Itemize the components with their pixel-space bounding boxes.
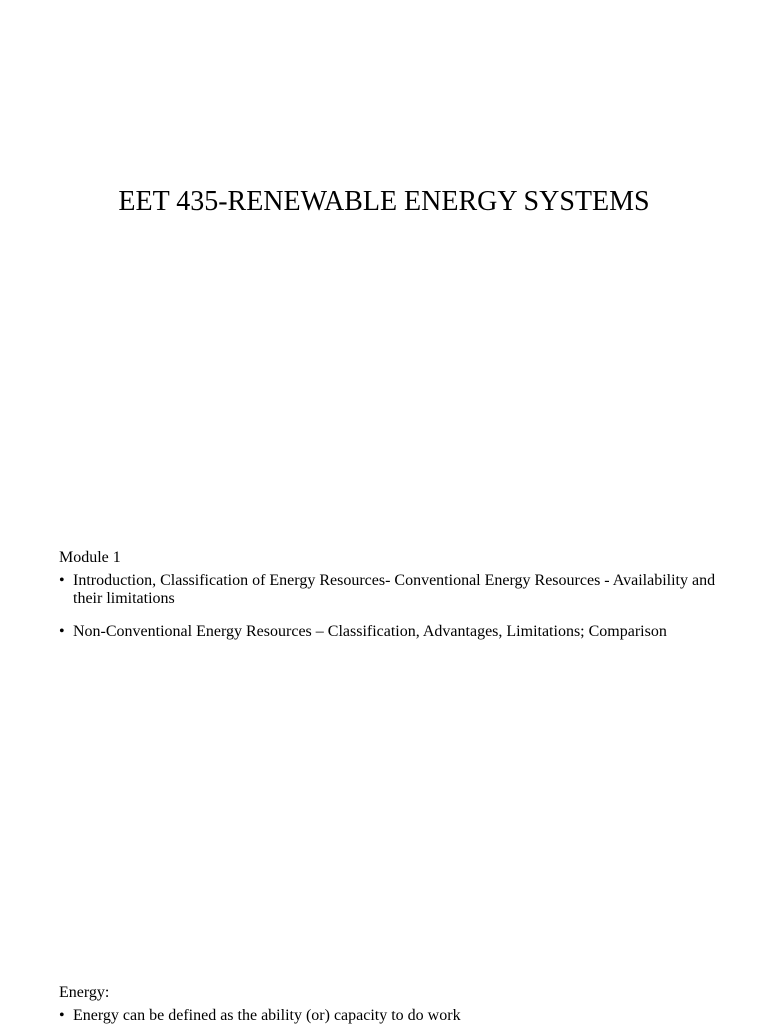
document-title: EET 435-RENEWABLE ENERGY SYSTEMS (118, 186, 650, 217)
list-item (59, 1007, 719, 1024)
bullet-icon: • (59, 572, 65, 589)
list-item (59, 572, 719, 608)
bullet-icon: • (59, 1007, 65, 1024)
bullet-text: Energy can be defined as the ability (or) capacity to do work (73, 1007, 461, 1024)
bullet-text: Introduction, Classification of Energy Resources- Conventional Energy Resources - Availability and their limitations (73, 572, 716, 607)
bullet-list (59, 572, 719, 641)
bullet-list (59, 1007, 719, 1024)
section-module-1 (59, 548, 719, 641)
section-heading: Module 1 (59, 549, 121, 566)
section-heading: Energy: (59, 984, 110, 1001)
list-item (59, 623, 719, 641)
bullet-icon: • (59, 623, 65, 640)
bullet-text: Non-Conventional Energy Resources – Classification, Advantages, Limitations; Comparison (73, 623, 667, 640)
section-energy (59, 983, 719, 1024)
